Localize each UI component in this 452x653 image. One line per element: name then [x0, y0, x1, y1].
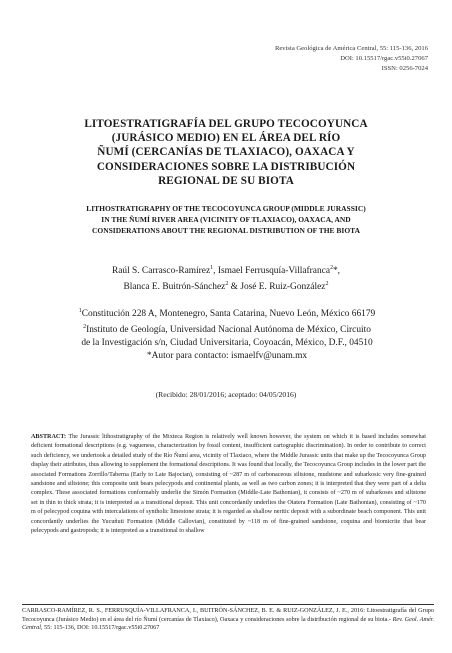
- title-en-line: IN THE ÑUMÍ RIVER AREA (VICINITY OF TLAXIACO), OAXACA, AND: [101, 215, 351, 225]
- author-name: Ismael Ferrusquía-Villafranca: [217, 266, 330, 277]
- affiliation-1: Constitución 228 A, Montenegro, Santa Catarina, Nuevo León, México 66179: [81, 309, 376, 320]
- separator: ,: [213, 266, 218, 277]
- citation-text: CARRASCO-RAMÍREZ, R. S., FERRUSQUÍA-VILLAFRANCA, I., BUITRÓN-SÁNCHEZ, B. E. & RUIZ-GONZÁLEZ, J. E., 2016: Litoestratigrafía del Grupo Tecocoyunca (Jurásico Medio) en el área del río Ñumí (cercanías de Tlaxiaco), Oaxaca y consideraciones sobre la distribución regional de su biota.-: [22, 607, 434, 623]
- journal-issn: ISSN: 0256-7024: [381, 65, 428, 72]
- affiliations: [30, 305, 424, 362]
- affiliation-marker: 2: [83, 323, 87, 330]
- received-dates: (Recibido: 28/01/2016; aceptado: 04/05/2016): [155, 390, 297, 399]
- citation-text-end: , 55: 115-136, DOI: 10.15517/rgac.v55i0.27067: [40, 624, 160, 632]
- journal-doi: DOI: 10.15517/rgac.v55i0.27067: [340, 55, 428, 62]
- citation-footer: [22, 604, 434, 651]
- separator: ,: [337, 266, 341, 277]
- author-name: Blanca E. Buitrón-Sánchez: [123, 281, 226, 292]
- separator: &: [228, 281, 241, 292]
- author-name: José E. Ruiz-González: [240, 281, 326, 292]
- title-es-line: ÑUMÍ (CERCANÍAS DE TLAXIACO), OAXACA Y: [97, 146, 355, 159]
- journal-header: [275, 44, 428, 74]
- title-spanish: [30, 117, 422, 188]
- title-es-line: REGIONAL DE SU BIOTA: [158, 174, 294, 187]
- author-name: Raúl S. Carrasco-Ramírez: [111, 266, 211, 277]
- title-english: [24, 203, 428, 237]
- affiliation-marker: 1: [78, 308, 82, 314]
- contact-email[interactable]: *Autor para contacto: ismaelfv@unam.mx: [146, 350, 308, 361]
- affiliation-marker: 2: [325, 280, 329, 287]
- title-en-line: CONSIDERATIONS ABOUT THE REGIONAL DISTRIBUTION OF THE BIOTA: [91, 226, 361, 236]
- corresponding-marker: *: [332, 266, 338, 277]
- title-es-line: LITOESTRATIGRAFÍA DEL GRUPO TECOCOYUNCA: [84, 118, 368, 130]
- affiliation-marker: 1: [210, 265, 214, 271]
- title-es-line: (JURÁSICO MEDIO) EN EL ÁREA DEL RÍO: [111, 132, 341, 145]
- citation-journal: Rev. Geol. Amér. Central: [22, 615, 434, 632]
- abstract-label: ABSTRACT:: [31, 434, 67, 440]
- affiliation-marker: 2: [225, 280, 229, 287]
- journal-citation-line: Revista Geológica de América Central, 55: 115-136, 2016: [274, 45, 428, 52]
- affiliation-2-cont: de la Investigación s/n, Ciudad Universitaria, Coyoacán, México, D.F., 04510: [81, 337, 373, 348]
- title-en-line: LITHOSTRATIGRAPHY OF THE TECOCOYUNCA GROUP (MIDDLE JURASSIC): [86, 204, 366, 213]
- abstract-text: The Jurassic lithostratigraphy of the Mixteca Region is relatively well known however, the system on which it is based includes somewhat deficient formational descriptions (e.g. vagueness, characterization by fossil content, insufficient cartographic discrimination). In order to contribute to correct such deficiency, we undertook a detailed study of the Río Ñumí area, vicinity of Tlaxiaco, where the Middle Jurassic units that make up the Tecocoyunca Group display their attributes, thus allowing to supplement the formational descriptions. It was found that locally, the Tecocoyunca Group includes in the lower part the associated Formations Zorrillo/Taberna (Early to Late Bajocian), consisting of ~287 m of carbonaceous siltstone, mudstone and subarkosic very fine-grained sandstone and siltstone; this composite unit bears pelecypods and continental plants, as well as two carbon zones; it is interpreted that they were part of a delta complex. These associated formations conformably underlie the Simón Formation (Middle-Late Bathonian), it consists of ~270 m of subarkoses and siltstone set in thin to thick strata; it is interpreted as a transitional deposit. This unit concordantly underlies the Otatera Formation (Late Bathonian), consisting of ~170 m of pelecypod coquina with intercalations of syntholic limestone strata; it is regarded as shallow neritic deposit with a subordinate beach component. This unit concordantly underlies the Yucuñuti Formation (Middle Callovian), constituted by ~118 m of fine-grained sandstone, coquina and biomicrite that bear pelecypods and gastropods; it is interpreted as a transitional to shallow: [31, 434, 426, 535]
- affiliation-2: Instituto de Geología, Universidad Nacional Autónoma de México, Circuito: [86, 325, 371, 336]
- author-list: [30, 262, 422, 293]
- affiliation-marker: 2: [329, 265, 333, 271]
- title-es-line: CONSIDERACIONES SOBRE LA DISTRIBUCIÓN: [96, 160, 356, 173]
